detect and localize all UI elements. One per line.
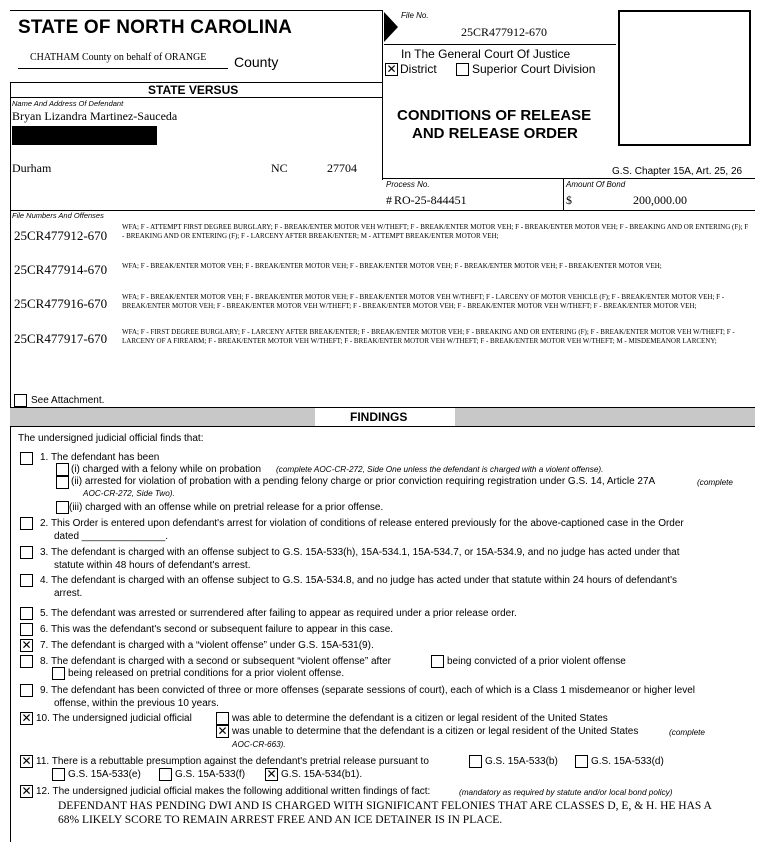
finding-10b: was unable to determine that the defendant is a citizen or legal resident of the United States [232,726,639,737]
file-no-value: 25CR477912-670 [461,25,548,39]
finding-12: 12. The undersigned judicial official makes the following additional written findings of fact: [36,786,431,797]
finding-1i: (i) charged with a felony while on probation [71,464,262,475]
finding-11-opt1: G.S. 15A-533(b) [485,756,558,767]
findings-heading: FINDINGS [350,410,408,424]
district-checkbox[interactable]: ✕ [386,62,397,76]
finding-1iii-checkbox[interactable] [56,501,69,514]
finding-7: 7. The defendant is charged with a “violent offense” under G.S. 15A-531(9). [40,640,374,651]
finding-1ii: (ii) arrested for violation of probation with a pending felony charge or prior conviction requiring registration under G.S. 14, Article 27A [71,476,656,487]
offense-list: WFA; F - BREAK/ENTER MOTOR VEH; F - BREAK/ENTER MOTOR VEH; F - BREAK/ENTER MOTOR VEH W/THEFT; F - LARCENY OF MOTOR VEHICLE (F); F - BREAK/ENTER MOTOR VEH; F - BREAK/ENTER MOTOR VEH; F - BREAK/ENTER MOTOR VEH W/THEFT; F - BREAK/ENTER MOTOR VEH; F - BREAK/ENTER MOTOR VEH W/THEFT; F - BREAK/ENTER MOTOR VEH; [122,293,725,310]
order-title-1: CONDITIONS OF RELEASE [397,107,592,124]
bond-amount: 200,000.00 [633,193,687,207]
finding-11-opt5-checkbox[interactable]: ✕ [266,767,277,781]
finding-11-opt5: G.S. 15A-534(b1). [281,769,363,780]
finding-2: 2. This Order is entered upon defendant's arrest for violation of conditions of release entered previously for the above-captioned case in the Order [40,518,684,529]
process-no-label: Process No. [386,180,430,189]
finding-11-opt4-checkbox[interactable] [159,768,172,781]
finding-2-checkbox[interactable] [20,517,33,530]
redacted-address [12,126,157,145]
finding-9: 9. The defendant has been convicted of three or more offenses (separate sessions of court), each of which is a Class 1 misdemeanor or higher level [40,685,695,696]
defendant-city: Durham [12,161,52,175]
finding-12-note: (mandatory as required by statute and/or local bond policy) [459,788,673,797]
finding-1ii-note-2: AOC-CR-272, Side Two). [83,489,175,498]
defendant-name-label: Name And Address Of Defendant [12,99,124,108]
finding-1i-note: (complete AOC-CR-272, Side One unless the defendant is charged with a violent offense). [276,465,604,474]
superior-label: Superior Court Division [472,62,596,76]
finding-11-opt1-checkbox[interactable] [469,755,482,768]
district-label: District [400,62,437,76]
file-number: 25CR477912-670 [14,228,108,243]
finding-3-cont: statute within 48 hours of defendant's arrest. [54,560,251,571]
findings-intro: The undersigned judicial official finds that: [18,433,204,444]
finding-8: 8. The defendant is charged with a second or subsequent “violent offense” after [40,656,391,667]
finding-10b-checkbox[interactable]: ✕ [217,724,228,738]
file-number: 25CR477914-670 [14,262,108,277]
file-number: 25CR477917-670 [14,331,108,346]
see-attachment-checkbox[interactable] [14,394,27,407]
court-title: In The General Court Of Justice [401,47,571,61]
finding-12-text-2: 68% LIKELY SCORE TO REMAIN ARREST FREE AND AN ICE DETAINER IS IN PLACE. [58,814,503,826]
finding-1-checkbox[interactable] [20,452,33,465]
defendant-name: Bryan Lizandra Martinez-Sauceda [12,109,178,123]
finding-8b-checkbox[interactable] [52,667,65,680]
finding-12-text-1: DEFENDANT HAS PENDING DWI AND IS CHARGED WITH SIGNIFICANT FELONIES THAT ARE CLASSES D, E, & H. HE HAS A [58,800,712,812]
state-versus: STATE VERSUS [148,83,239,97]
finding-5: 5. The defendant was arrested or surrendered after failing to appear as required under a prior release order. [40,608,517,619]
finding-2-date: dated _______________. [54,531,169,542]
order-title-2: AND RELEASE ORDER [412,125,578,142]
bond-label: Amount Of Bond [566,180,626,189]
finding-10-checkbox[interactable]: ✕ [21,711,32,725]
finding-11: 11. There is a rebuttable presumption against the defendant's pretrial release pursuant to [36,756,429,767]
finding-8a: being convicted of a prior violent offense [447,656,626,667]
finding-9-checkbox[interactable] [20,684,33,697]
finding-8-checkbox[interactable] [20,655,33,668]
process-no: RO-25-844451 [394,193,467,207]
finding-8a-checkbox[interactable] [431,655,444,668]
files-label: File Numbers And Offenses [12,211,104,220]
finding-3-checkbox[interactable] [20,546,33,559]
defendant-zip: 27704 [327,161,357,175]
offense-list: WFA; F - BREAK/ENTER MOTOR VEH; F - BREAK/ENTER MOTOR VEH; F - BREAK/ENTER MOTOR VEH; F - BREAK/ENTER MOTOR VEH; F - BREAK/ENTER MOTOR VEH; [122,262,662,270]
finding-10a: was able to determine the defendant is a citizen or legal resident of the United States [232,713,608,724]
finding-4-checkbox[interactable] [20,574,33,587]
state-title: STATE OF NORTH CAROLINA [18,17,293,38]
finding-11-opt3: G.S. 15A-533(e) [68,769,141,780]
finding-10: 10. The undersigned judicial official [36,713,192,724]
finding-1ii-note: (complete [697,478,733,487]
finding-3: 3. The defendant is charged with an offense subject to G.S. 15A-533(h), 15A-534.1, 15A-534.7, or 15A-534.9, and no judge has acted under that [40,547,680,558]
statute-ref: G.S. Chapter 15A, Art. 25, 26 [612,166,743,177]
county-label: County [234,54,279,70]
finding-11-opt3-checkbox[interactable] [52,768,65,781]
finding-1iii: (iii) charged with an offense while on pretrial release for a prior offense. [69,502,384,513]
findings-band-left [10,407,315,426]
defendant-state: NC [271,161,288,175]
county-name: CHATHAM County on behalf of ORANGE [30,52,207,63]
see-attachment-label: See Attachment. [31,395,105,406]
finding-7-checkbox[interactable]: ✕ [21,638,32,652]
finding-10b-note: (complete [669,728,705,737]
finding-1i-checkbox[interactable] [56,463,69,476]
finding-6-checkbox[interactable] [20,623,33,636]
finding-11-opt2: G.S. 15A-533(d) [591,756,664,767]
bond-currency: $ [566,193,572,207]
finding-11-opt2-checkbox[interactable] [575,755,588,768]
findings-band-right [455,407,755,426]
process-prefix: # [386,193,392,207]
finding-11-checkbox[interactable]: ✕ [21,754,32,768]
finding-8b: being released on pretrial conditions for a prior violent offense. [68,668,345,679]
superior-checkbox[interactable] [456,63,469,76]
finding-1: 1. The defendant has been [40,452,160,463]
finding-4: 4. The defendant is charged with an offense subject to G.S. 15A-534.8, and no judge has acted under that statute within 24 hours of defendant's [40,575,677,586]
finding-10b-note-2: AOC-CR-663). [232,740,286,749]
file-no-arrow [384,12,398,42]
finding-4-cont: arrest. [54,588,83,599]
finding-9-cont: offense, within the previous 10 years. [54,698,219,709]
offense-list: WFA; F - ATTEMPT FIRST DEGREE BURGLARY; F - BREAK/ENTER MOTOR VEH W/THEFT; F - BREAK/ENTER MOTOR VEH; F - BREAK/ENTER MOTOR VEH; F - BREAKING AND OR ENTERING (F); F - BREAKING AND OR ENTERING (F); F - LARCENY AFTER BREAK/ENTER; M - ATTEMPT BREAK/ENTER MOTOR VEH; [122,223,749,240]
finding-11-opt4: G.S. 15A-533(f) [175,769,246,780]
finding-5-checkbox[interactable] [20,607,33,620]
file-number: 25CR477916-670 [14,296,108,311]
finding-6: 6. This was the defendant's second or subsequent failure to appear in this case. [40,624,394,635]
seal-box [618,10,751,146]
file-no-label: File No. [401,11,429,20]
finding-12-checkbox[interactable]: ✕ [21,784,32,798]
finding-1ii-checkbox[interactable] [56,476,69,489]
offense-list: WFA; F - FIRST DEGREE BURGLARY; F - LARCENY AFTER BREAK/ENTER; F - BREAK/ENTER MOTOR VEH; F - BREAKING AND OR ENTERING (F); F - BREAK/ENTER MOTOR VEH W/THEFT; F - LARCENY OF A FIREARM; F - BREAK/ENTER MOTOR VEH W/THEFT; F - BREAK/ENTER MOTOR VEH W/THEFT; F - BREAK/ENTER MOTOR VEH W/THEFT; M - MISDEMEANOR LARCENY; [122,328,735,345]
